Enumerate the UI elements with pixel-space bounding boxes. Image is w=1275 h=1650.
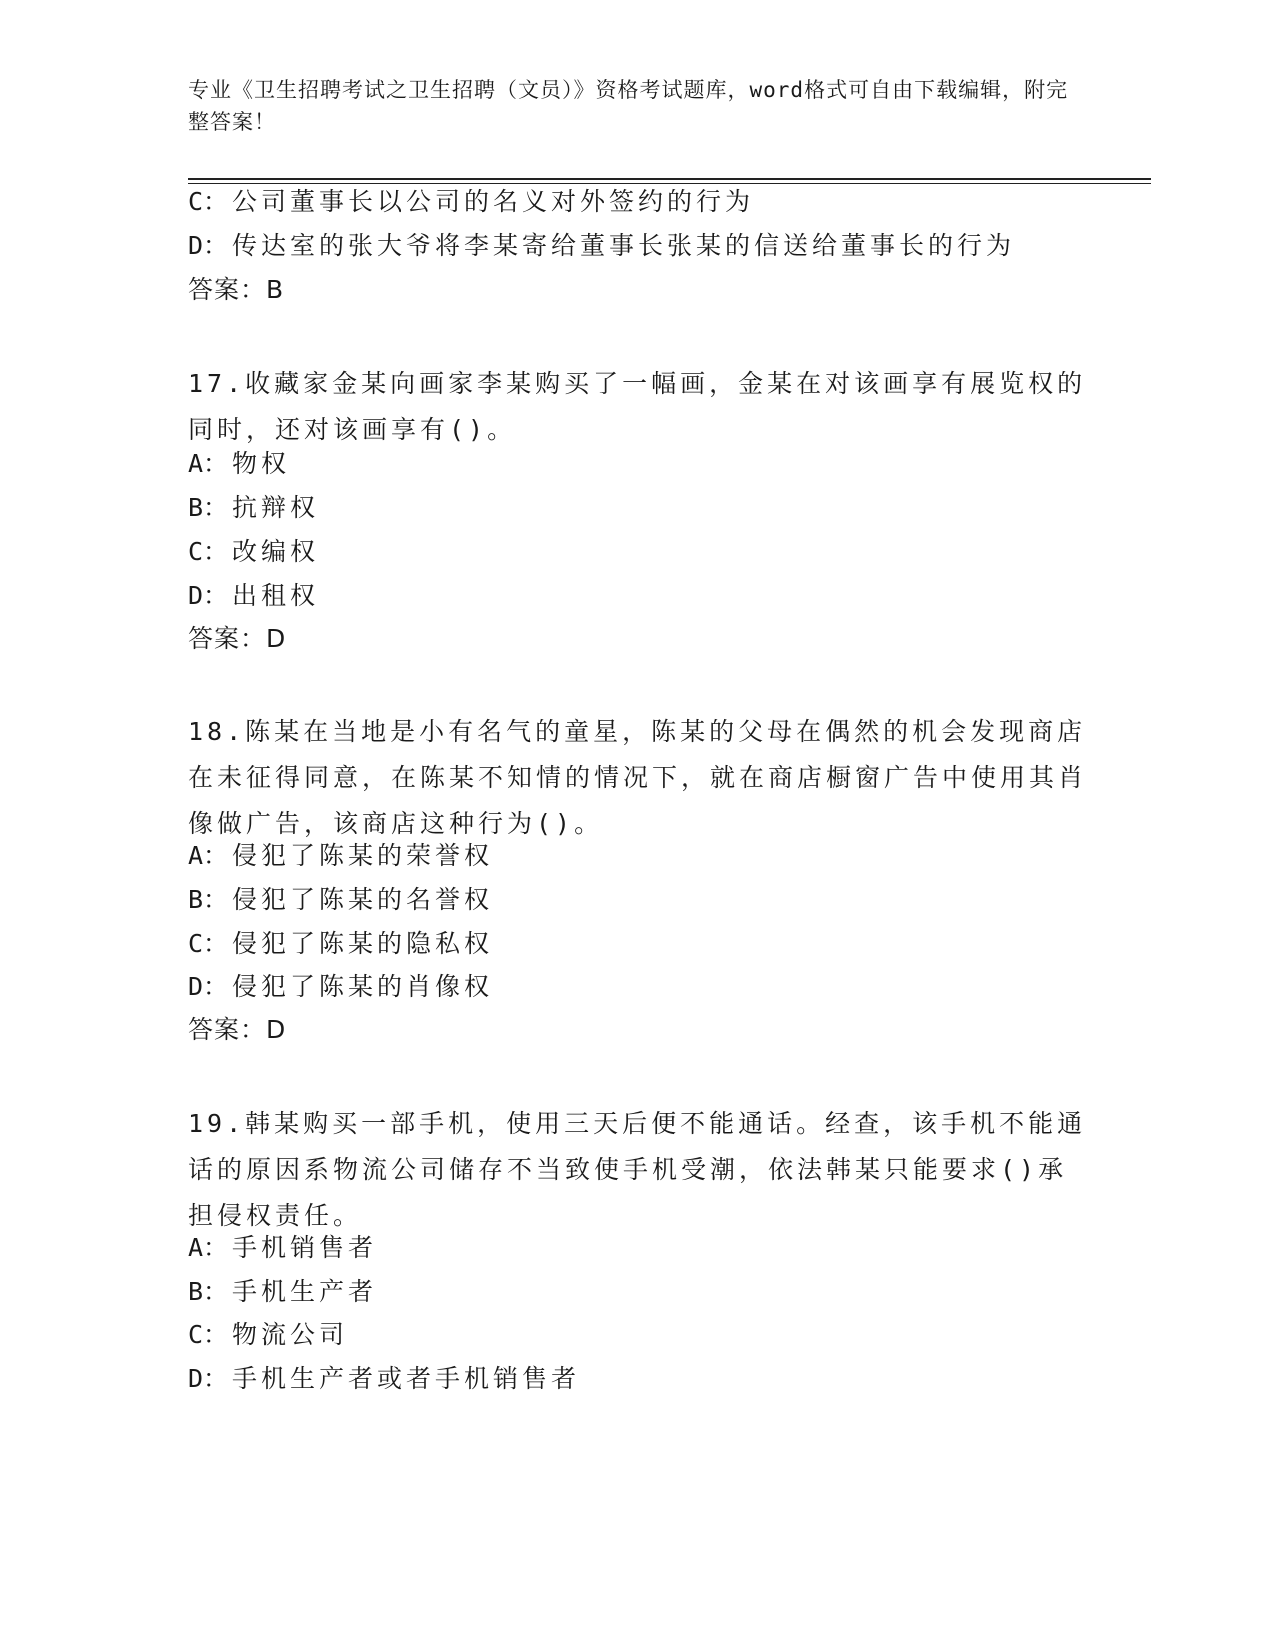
option-text: 侵犯了陈某的荣誉权 [232, 841, 494, 870]
option-letter: D： [188, 581, 229, 610]
answer-line: 答案：B [188, 275, 285, 304]
answer-line: 答案：D [188, 624, 287, 653]
question-17-text: 17.收藏家金某向画家李某购买了一幅画，金某在对该画享有展览权的同时，还对该画享有()。 [188, 369, 1087, 444]
option-row [188, 1363, 580, 1395]
option-row [188, 840, 493, 872]
option-text: 改编权 [232, 537, 320, 566]
option-text: 手机生产者或者手机销售者 [232, 1364, 581, 1393]
option-row [188, 1319, 348, 1351]
option-text: 物流公司 [232, 1320, 349, 1349]
document-header: 专业《卫生招聘考试之卫生招聘（文员）》资格考试题库，word格式可自由下载编辑，附完整答案！ [188, 78, 1069, 134]
option-row [188, 884, 493, 916]
option-row [188, 230, 1015, 262]
option-letter: B： [188, 885, 229, 914]
option-letter: A： [188, 1233, 229, 1262]
option-text: 物权 [232, 449, 291, 478]
option-text: 传达室的张大爷将李某寄给董事长张某的信送给董事长的行为 [232, 231, 1016, 260]
option-letter: D： [188, 231, 229, 260]
option-text: 公司董事长以公司的名义对外签约的行为 [232, 187, 755, 216]
option-text: 抗辩权 [232, 493, 320, 522]
option-text: 侵犯了陈某的名誉权 [232, 885, 494, 914]
option-text: 侵犯了陈某的肖像权 [232, 972, 494, 1001]
option-text: 手机销售者 [232, 1233, 378, 1262]
option-row [188, 1276, 377, 1308]
option-row [188, 1232, 377, 1264]
option-letter: C： [188, 537, 229, 566]
option-row [188, 448, 290, 480]
option-text: 手机生产者 [232, 1277, 378, 1306]
option-row [188, 536, 319, 568]
question-18-text: 18.陈某在当地是小有名气的童星，陈某的父母在偶然的机会发现商店在未征得同意，在陈某不知情的情况下，就在商店橱窗广告中使用其肖像做广告，该商店这种行为()。 [188, 717, 1088, 838]
option-row [188, 971, 493, 1003]
option-text: 侵犯了陈某的隐私权 [232, 929, 494, 958]
option-letter: A： [188, 841, 229, 870]
option-row [188, 928, 493, 960]
option-letter: B： [188, 493, 229, 522]
option-text: 出租权 [232, 581, 320, 610]
option-letter: D： [188, 972, 229, 1001]
option-letter: B： [188, 1277, 229, 1306]
option-row [188, 492, 319, 524]
header-divider-thin [188, 183, 1151, 184]
option-letter: D： [188, 1364, 229, 1393]
answer-line: 答案：D [188, 1015, 287, 1044]
option-letter: C： [188, 187, 229, 216]
option-letter: A： [188, 449, 229, 478]
question-19-text: 19.韩某购买一部手机，使用三天后便不能通话。经查，该手机不能通话的原因系物流公司储存不当致使手机受潮，依法韩某只能要求()承担侵权责任。 [188, 1109, 1087, 1230]
header-divider-thick [188, 178, 1151, 180]
option-row [188, 580, 319, 612]
option-letter: C： [188, 1320, 229, 1349]
option-row [188, 186, 754, 218]
option-letter: C： [188, 929, 229, 958]
